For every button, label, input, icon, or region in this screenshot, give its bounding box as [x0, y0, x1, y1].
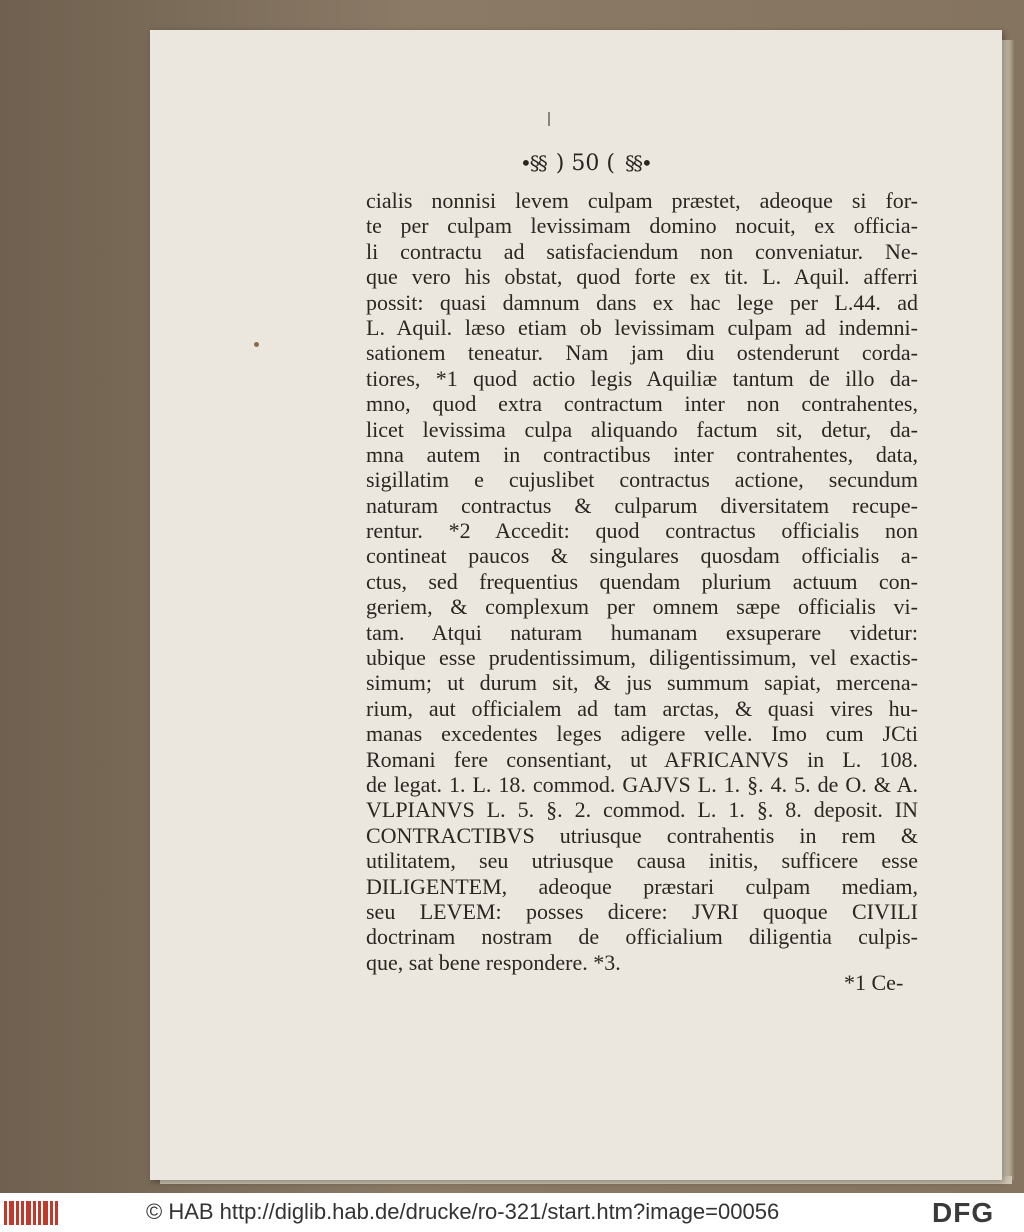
text-line: sigillatim e cujuslibet contractus actione, secundum [366, 467, 918, 493]
text-line: geriem, & complexum per omnem sæpe officialis vi- [366, 594, 918, 620]
text-line: L. Aquil. læso etiam ob levissimam culpam ad indemni- [366, 314, 918, 340]
body-text [366, 188, 918, 975]
page-header [520, 146, 740, 180]
text-line: rentur. *2 Accedit: quod contractus officialis non [366, 518, 918, 544]
page-edge [1000, 40, 1014, 1180]
text-line: naturam contractus & culparum diversitatem recupe- [366, 492, 918, 518]
text-line: manas excedentes leges adigere velle. Imo cum JCti [366, 721, 918, 747]
ornament-right-icon: §§• [624, 151, 651, 175]
text-line: li contractu ad satisfaciendum non conveniatur. Ne- [366, 238, 918, 264]
text-line: cialis nonnisi levem culpam præstet, adeoque si for- [366, 188, 918, 213]
text-line: utilitatem, seu utriusque causa initis, sufficere esse [366, 848, 918, 874]
page-number: ) 50 ( [555, 150, 615, 176]
text-line: doctrinam nostram de officialium diligentia culpis- [366, 924, 918, 950]
text-line: VLPIANVS L. 5. §. 2. commod. L. 1. §. 8. deposit. IN [366, 797, 918, 823]
text-line: tam. Atqui naturam humanam exsuperare videtur: [366, 619, 918, 645]
text-line: que vero his obstat, quod forte ex tit. L. Aquil. afferri [366, 264, 918, 290]
text-line: sationem teneatur. Nam jam diu ostenderunt corda- [366, 340, 918, 366]
text-line: ubique esse prudentissimum, diligentissimum, vel exactis- [366, 645, 918, 671]
text-line: licet levissima culpa aliquando factum sit, detur, da- [366, 416, 918, 442]
text-line: DILIGENTEM, adeoque præstari culpam mediam, [366, 873, 918, 899]
text-line: rium, aut officialem ad tam arctas, & quasi vires hu- [366, 695, 918, 721]
text-line: contineat paucos & singulares quosdam officialis a- [366, 543, 918, 569]
ornament-left-icon: •§§ [520, 151, 546, 175]
copyright-url[interactable]: © HAB http://diglib.hab.de/drucke/ro-321/start.htm?image=00056 [146, 1199, 780, 1224]
folio-mark [548, 112, 550, 126]
dfg-logo: DFG [932, 1197, 995, 1228]
text-line: Romani fere consentiant, ut AFRICANVS in L. 108. [366, 746, 918, 772]
text-line: simum; ut durum sit, & jus summum sapiat, mercena- [366, 670, 918, 696]
footer-bar [0, 1193, 1024, 1232]
text-line: ctus, sed frequentius quendam plurium actuum con- [366, 568, 918, 594]
paper-speck [254, 342, 259, 347]
barcode-icon [4, 1201, 58, 1225]
text-line: mno, quod extra contractum inter non contrahentes, [366, 391, 918, 417]
text-line: de legat. 1. L. 18. commod. GAJVS L. 1. §. 4. 5. de O. & A. [366, 771, 918, 797]
text-line: CONTRACTIBVS utriusque contrahentis in rem & [366, 822, 918, 848]
text-line: te per culpam levissimam domino nocuit, ex officia- [366, 213, 918, 239]
text-line: mna autem in contractibus inter contrahentes, data, [366, 441, 918, 467]
text-line: possit: quasi damnum dans ex hac lege per L.44. ad [366, 289, 918, 315]
text-line: que, sat bene respondere. *3. [366, 949, 621, 975]
catchword: *1 Ce- [844, 970, 904, 995]
text-line: seu LEVEM: posses dicere: JVRI quoque CIVILI [366, 898, 918, 924]
text-line: tiores, *1 quod actio legis Aquiliæ tantum de illo da- [366, 365, 918, 391]
